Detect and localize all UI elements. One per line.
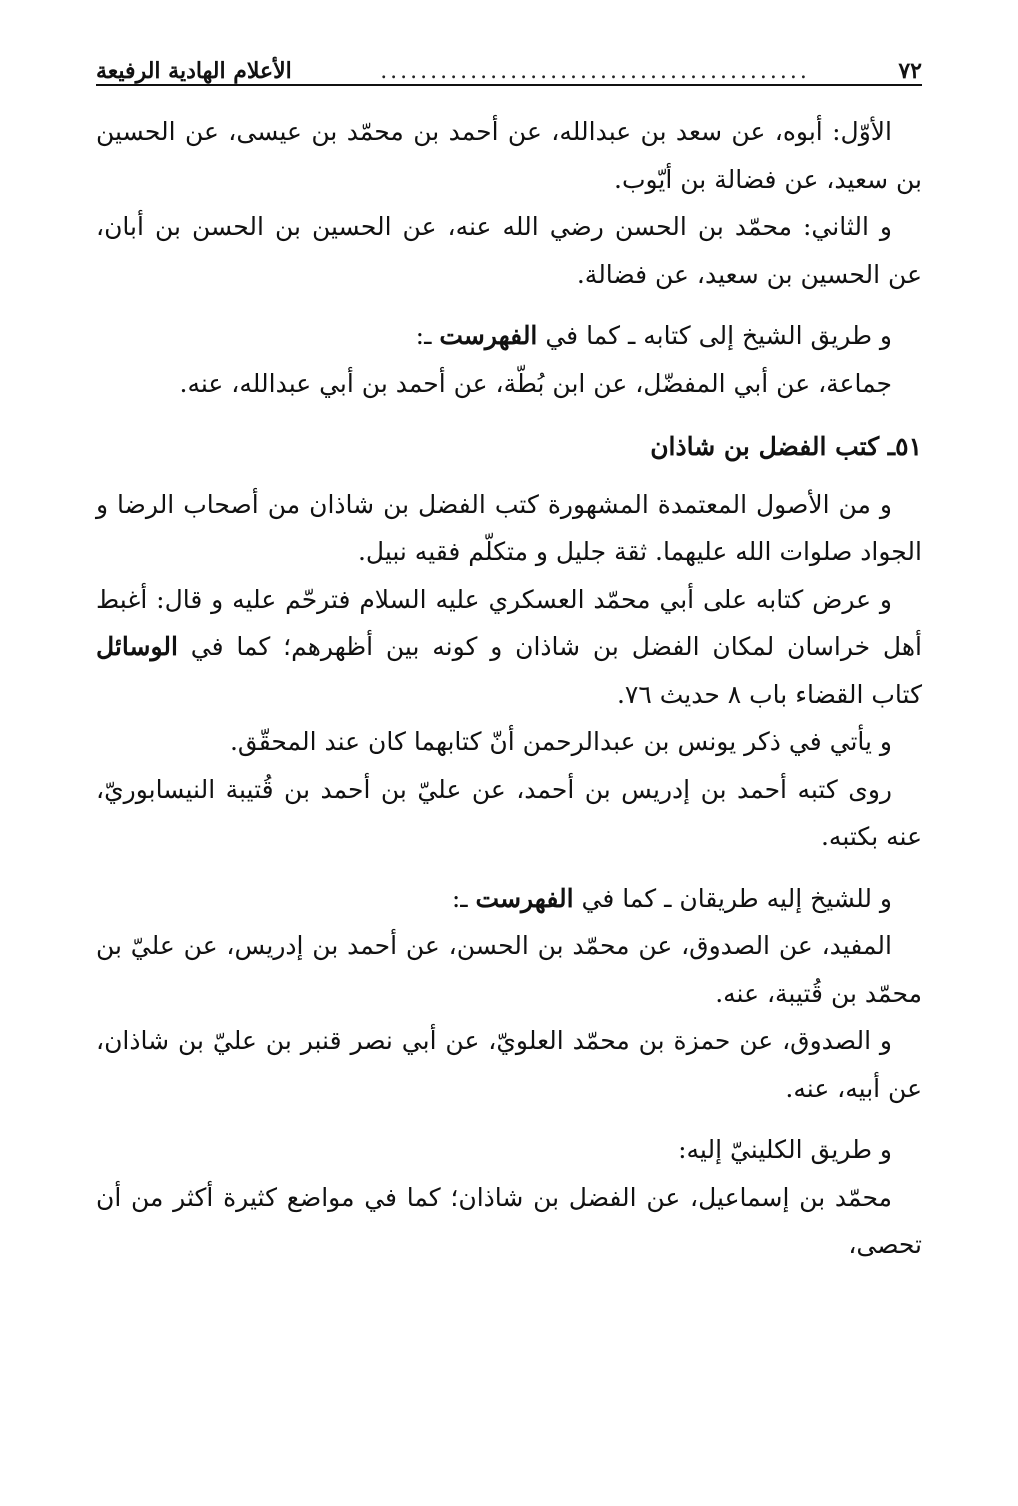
page-body [96, 108, 922, 1269]
header-leader-dots: ........................................... [380, 59, 810, 84]
book-title-fihrist: الفهرست [439, 321, 538, 350]
paragraph-saduq-chain: و الصدوق، عن حمزة بن محمّد العلويّ، عن أبي نصر قنبر بن عليّ بن شاذان، عن أبيه، عنه. [96, 1026, 922, 1103]
paragraph-shaykh-route-intro [96, 312, 922, 360]
paragraph-two-routes-intro [96, 875, 922, 923]
page-number: ٧٢ [898, 58, 922, 84]
text-run: ـ: [415, 321, 440, 350]
paragraph-kulayni-chain: محمّد بن إسماعيل، عن الفضل بن شاذان؛ كما في مواضع كثيرة أكثر من أن تحصى، [96, 1182, 922, 1259]
running-title: الأعلام الهادية الرفيعة [96, 58, 292, 84]
paragraph-second-chain: و الثاني: محمّد بن الحسن رضي الله عنه، عن الحسين بن الحسن بن أبان، عن الحسين بن سعيد، عن فضالة. [96, 212, 922, 289]
paragraph-mufid-chain: المفيد، عن الصدوق، عن محمّد بن الحسن، عن أحمد بن إدريس، عن عليّ بن محمّد بن قُتيبة، عنه. [96, 931, 922, 1008]
text-run: كتاب القضاء باب ٨ حديث ٧٦. [616, 679, 922, 709]
book-page [96, 38, 922, 1466]
paragraph-narration: روى كتبه أحمد بن إدريس بن أحمد، عن عليّ بن أحمد بن قُتيبة النيسابوريّ، عنه بكتبه. [96, 774, 922, 851]
section-heading: ٥١ـ كتب الفضل بن شاذان [650, 432, 922, 461]
text-run: ـ: [451, 883, 476, 913]
paragraph-shaykh-route-chain: جماعة، عن أبي المفضّل، عن ابن بُطّة، عن أحمد بن أبي عبدالله، عنه. [179, 368, 892, 398]
page-header [96, 38, 922, 86]
paragraph-askari-praise [96, 576, 922, 719]
text-run: و عرض كتابه على أبي محمّد العسكري عليه السلام فترحّم عليه و قال: أغبط أهل خراسان لمكان الفضل بن شاذان و كونه بين أظهرهم؛ كما في [96, 584, 922, 661]
text-run: و طريق الشيخ إلى كتابه ـ كما في [537, 321, 892, 350]
paragraph-yunus-note: و يأتي في ذكر يونس بن عبدالرحمن أنّ كتابهما كان عند المحقّق. [229, 727, 892, 756]
text-run: و للشيخ إليه طريقان ـ كما في [573, 883, 892, 913]
book-title-wasail: الوسائل [96, 632, 178, 661]
paragraph-fadl-intro: و من الأصول المعتمدة المشهورة كتب الفضل بن شاذان من أصحاب الرضا و الجواد صلوات الله عليهما. ثقة جليل و متكلّم فقيه نبيل. [96, 489, 922, 566]
book-title-fihrist: الفهرست [475, 883, 574, 913]
paragraph-kulayni-intro: و طريق الكلينيّ إليه: [678, 1135, 892, 1164]
paragraph-first-chain: الأوّل: أبوه، عن سعد بن عبدالله، عن أحمد بن محمّد بن عيسى، عن الحسين بن سعيد، عن فضالة بن أيّوب. [96, 117, 922, 194]
